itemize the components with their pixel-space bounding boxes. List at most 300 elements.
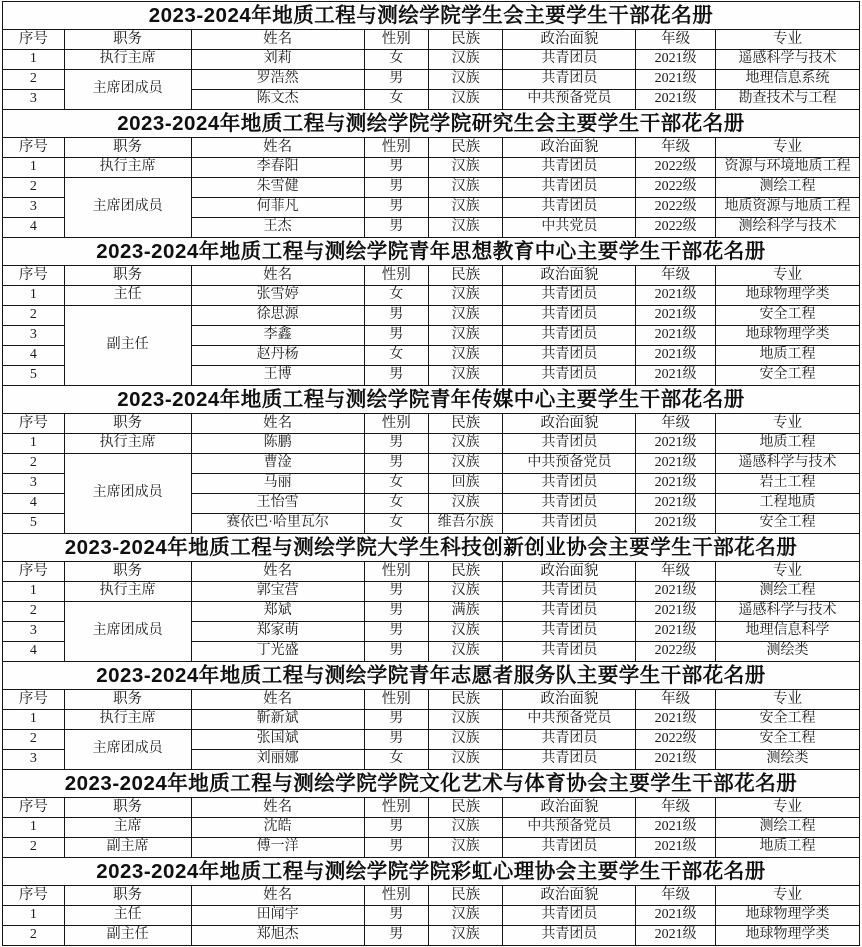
cell-major: 岩土工程: [715, 474, 859, 494]
column-header-no: 序号: [3, 562, 65, 582]
cell-no: 3: [3, 198, 65, 218]
cell-position: 主任: [64, 286, 191, 306]
column-header-grade: 年级: [636, 138, 716, 158]
cell-grade: 2021级: [636, 90, 716, 110]
cell-gender: 男: [364, 198, 428, 218]
cell-no: 1: [3, 906, 65, 926]
cell-grade: 2021级: [636, 818, 716, 838]
table-row: [3, 838, 860, 858]
column-header-position: 职务: [64, 266, 191, 286]
cell-name: 沈皓: [191, 818, 364, 838]
column-header-no: 序号: [3, 886, 65, 906]
cell-politics: 共青团员: [503, 602, 636, 622]
cell-name: 张国斌: [191, 730, 364, 750]
cell-grade: 2022级: [636, 178, 716, 198]
cell-major: 资源与环境地质工程: [715, 158, 859, 178]
cell-ethnicity: 汉族: [428, 454, 503, 474]
cell-position: 副主任: [64, 926, 191, 946]
table-title-row: [3, 662, 860, 690]
cell-ethnicity: 汉族: [428, 70, 503, 90]
cell-grade: 2021级: [636, 306, 716, 326]
cell-major: 遥感科学与技术: [715, 454, 859, 474]
cell-position: 主席团成员: [64, 602, 191, 662]
cell-ethnicity: 汉族: [428, 818, 503, 838]
cell-grade: 2021级: [636, 70, 716, 90]
cell-politics: 共青团员: [503, 286, 636, 306]
cell-name: 傅一洋: [191, 838, 364, 858]
cell-politics: 中共党员: [503, 218, 636, 238]
table-title-row: [3, 2, 860, 30]
cell-no: 1: [3, 710, 65, 730]
cell-politics: 共青团员: [503, 642, 636, 662]
cell-gender: 男: [364, 454, 428, 474]
column-header-gender: 性别: [364, 886, 428, 906]
cell-politics: 共青团员: [503, 70, 636, 90]
cell-major: 地理信息科学: [715, 622, 859, 642]
cell-grade: 2022级: [636, 158, 716, 178]
cell-name: 靳新斌: [191, 710, 364, 730]
column-header-major: 专业: [715, 30, 859, 50]
cell-no: 2: [3, 730, 65, 750]
cell-name: 陈文杰: [191, 90, 364, 110]
roster-table: [2, 109, 860, 238]
cell-grade: 2021级: [636, 622, 716, 642]
cell-politics: 中共预备党员: [503, 818, 636, 838]
column-header-position: 职务: [64, 690, 191, 710]
cell-grade: 2021级: [636, 906, 716, 926]
cell-position: 执行主席: [64, 582, 191, 602]
cell-ethnicity: 汉族: [428, 346, 503, 366]
cell-ethnicity: 汉族: [428, 906, 503, 926]
column-header-ethnicity: 民族: [428, 266, 503, 286]
cell-ethnicity: 汉族: [428, 642, 503, 662]
table-header-row: [3, 138, 860, 158]
cell-politics: 共青团员: [503, 158, 636, 178]
cell-name: 李鑫: [191, 326, 364, 346]
cell-gender: 男: [364, 838, 428, 858]
cell-major: 安全工程: [715, 710, 859, 730]
column-header-ethnicity: 民族: [428, 690, 503, 710]
column-header-grade: 年级: [636, 798, 716, 818]
column-header-grade: 年级: [636, 690, 716, 710]
cell-grade: 2022级: [636, 642, 716, 662]
column-header-name: 姓名: [191, 138, 364, 158]
cell-politics: 共青团员: [503, 198, 636, 218]
cell-major: 地质资源与地质工程: [715, 198, 859, 218]
cell-no: 1: [3, 434, 65, 454]
column-header-no: 序号: [3, 30, 65, 50]
cell-no: 3: [3, 326, 65, 346]
cell-politics: 共青团员: [503, 50, 636, 70]
cell-position: 副主席: [64, 838, 191, 858]
cell-grade: 2021级: [636, 926, 716, 946]
column-header-ethnicity: 民族: [428, 562, 503, 582]
cell-gender: 男: [364, 158, 428, 178]
table-row: [3, 286, 860, 306]
cell-name: 王博: [191, 366, 364, 386]
table-row: [3, 70, 860, 90]
cell-no: 1: [3, 818, 65, 838]
cell-no: 4: [3, 346, 65, 366]
table-row: [3, 710, 860, 730]
cell-major: 测绘工程: [715, 582, 859, 602]
cell-no: 3: [3, 750, 65, 770]
cell-grade: 2021级: [636, 494, 716, 514]
cell-politics: 中共预备党员: [503, 454, 636, 474]
cell-gender: 女: [364, 286, 428, 306]
cell-major: 测绘类: [715, 750, 859, 770]
cell-major: 遥感科学与技术: [715, 602, 859, 622]
cell-name: 张雪婷: [191, 286, 364, 306]
cell-politics: 共青团员: [503, 906, 636, 926]
column-header-grade: 年级: [636, 886, 716, 906]
cell-name: 郑斌: [191, 602, 364, 622]
cell-name: 曹淦: [191, 454, 364, 474]
column-header-grade: 年级: [636, 30, 716, 50]
column-header-major: 专业: [715, 562, 859, 582]
column-header-ethnicity: 民族: [428, 798, 503, 818]
cell-no: 4: [3, 218, 65, 238]
column-header-name: 姓名: [191, 414, 364, 434]
cell-position: 执行主席: [64, 710, 191, 730]
cell-name: 王怡雪: [191, 494, 364, 514]
cell-name: 陈鹏: [191, 434, 364, 454]
cell-major: 地球物理学类: [715, 906, 859, 926]
table-row: [3, 434, 860, 454]
column-header-grade: 年级: [636, 414, 716, 434]
table-title-row: [3, 386, 860, 414]
column-header-grade: 年级: [636, 266, 716, 286]
column-header-politics: 政治面貌: [503, 30, 636, 50]
cell-politics: 共青团员: [503, 494, 636, 514]
cell-no: 4: [3, 642, 65, 662]
column-header-politics: 政治面貌: [503, 414, 636, 434]
cell-ethnicity: 汉族: [428, 50, 503, 70]
column-header-gender: 性别: [364, 562, 428, 582]
cell-ethnicity: 维吾尔族: [428, 514, 503, 534]
cell-no: 1: [3, 582, 65, 602]
column-header-major: 专业: [715, 266, 859, 286]
cell-name: 马丽: [191, 474, 364, 494]
table-row: [3, 306, 860, 326]
cell-grade: 2021级: [636, 286, 716, 306]
cell-no: 2: [3, 454, 65, 474]
cell-ethnicity: 汉族: [428, 198, 503, 218]
cell-politics: 共青团员: [503, 326, 636, 346]
cell-name: 赛依巴·哈里瓦尔: [191, 514, 364, 534]
cell-name: 郑家萌: [191, 622, 364, 642]
cell-gender: 男: [364, 602, 428, 622]
cell-no: 2: [3, 178, 65, 198]
cell-politics: 共青团员: [503, 926, 636, 946]
column-header-position: 职务: [64, 138, 191, 158]
cell-major: 地理信息系统: [715, 70, 859, 90]
column-header-ethnicity: 民族: [428, 30, 503, 50]
cell-gender: 男: [364, 218, 428, 238]
cell-no: 4: [3, 494, 65, 514]
cell-major: 测绘科学与技术: [715, 218, 859, 238]
cell-major: 测绘工程: [715, 178, 859, 198]
cell-name: 何菲凡: [191, 198, 364, 218]
cell-ethnicity: 汉族: [428, 838, 503, 858]
column-header-gender: 性别: [364, 266, 428, 286]
column-header-name: 姓名: [191, 30, 364, 50]
cell-ethnicity: 汉族: [428, 158, 503, 178]
table-row: [3, 906, 860, 926]
cell-gender: 男: [364, 710, 428, 730]
column-header-politics: 政治面貌: [503, 886, 636, 906]
table-row: [3, 602, 860, 622]
column-header-politics: 政治面貌: [503, 690, 636, 710]
cell-grade: 2021级: [636, 838, 716, 858]
cell-name: 郭宝营: [191, 582, 364, 602]
cell-politics: 共青团员: [503, 838, 636, 858]
column-header-major: 专业: [715, 138, 859, 158]
column-header-position: 职务: [64, 562, 191, 582]
cell-major: 地球物理学类: [715, 326, 859, 346]
roster-table: [2, 385, 860, 534]
cell-grade: 2022级: [636, 198, 716, 218]
table-title: 2023-2024年地质工程与测绘学院学院研究生会主要学生干部花名册: [3, 110, 860, 138]
table-title-row: [3, 110, 860, 138]
cell-politics: 共青团员: [503, 582, 636, 602]
column-header-no: 序号: [3, 414, 65, 434]
cell-position: 主席: [64, 818, 191, 838]
cell-no: 2: [3, 602, 65, 622]
cell-name: 王杰: [191, 218, 364, 238]
column-header-name: 姓名: [191, 690, 364, 710]
table-title: 2023-2024年地质工程与测绘学院学生会主要学生干部花名册: [3, 2, 860, 30]
roster-table: [2, 661, 860, 770]
cell-grade: 2021级: [636, 602, 716, 622]
cell-grade: 2021级: [636, 50, 716, 70]
cell-grade: 2021级: [636, 326, 716, 346]
cell-politics: 共青团员: [503, 622, 636, 642]
column-header-politics: 政治面貌: [503, 798, 636, 818]
column-header-politics: 政治面貌: [503, 562, 636, 582]
cell-politics: 共青团员: [503, 346, 636, 366]
table-header-row: [3, 690, 860, 710]
tables-container: [2, 1, 860, 946]
cell-ethnicity: 汉族: [428, 730, 503, 750]
column-header-gender: 性别: [364, 414, 428, 434]
cell-name: 朱雪健: [191, 178, 364, 198]
column-header-ethnicity: 民族: [428, 886, 503, 906]
table-header-row: [3, 414, 860, 434]
cell-grade: 2021级: [636, 710, 716, 730]
cell-major: 遥感科学与技术: [715, 50, 859, 70]
column-header-name: 姓名: [191, 798, 364, 818]
cell-grade: 2022级: [636, 730, 716, 750]
cell-major: 测绘类: [715, 642, 859, 662]
column-header-no: 序号: [3, 690, 65, 710]
cell-gender: 男: [364, 582, 428, 602]
column-header-no: 序号: [3, 798, 65, 818]
cell-politics: 共青团员: [503, 178, 636, 198]
roster-table: [2, 857, 860, 946]
table-title-row: [3, 858, 860, 886]
cell-gender: 女: [364, 494, 428, 514]
cell-politics: 共青团员: [503, 434, 636, 454]
table-row: [3, 730, 860, 750]
cell-name: 李春阳: [191, 158, 364, 178]
cell-grade: 2021级: [636, 514, 716, 534]
cell-name: 刘莉: [191, 50, 364, 70]
cell-major: 地球物理学类: [715, 926, 859, 946]
cell-gender: 男: [364, 926, 428, 946]
cell-major: 地球物理学类: [715, 286, 859, 306]
cell-no: 2: [3, 926, 65, 946]
cell-major: 地质工程: [715, 346, 859, 366]
cell-grade: 2021级: [636, 434, 716, 454]
roster-table: [2, 237, 860, 386]
column-header-gender: 性别: [364, 798, 428, 818]
cell-ethnicity: 汉族: [428, 494, 503, 514]
cell-position: 副主任: [64, 306, 191, 386]
table-header-row: [3, 562, 860, 582]
column-header-politics: 政治面貌: [503, 138, 636, 158]
table-row: [3, 926, 860, 946]
cell-grade: 2021级: [636, 346, 716, 366]
cell-gender: 男: [364, 434, 428, 454]
cell-politics: 中共预备党员: [503, 710, 636, 730]
cell-major: 地质工程: [715, 434, 859, 454]
cell-no: 3: [3, 622, 65, 642]
column-header-name: 姓名: [191, 562, 364, 582]
cell-gender: 女: [364, 750, 428, 770]
cell-major: 勘查技术与工程: [715, 90, 859, 110]
cell-no: 2: [3, 70, 65, 90]
cell-politics: 共青团员: [503, 306, 636, 326]
cell-no: 1: [3, 286, 65, 306]
cell-no: 1: [3, 50, 65, 70]
column-header-major: 专业: [715, 886, 859, 906]
table-row: [3, 178, 860, 198]
cell-position: 主席团成员: [64, 730, 191, 770]
roster-table: [2, 533, 860, 662]
table-row: [3, 158, 860, 178]
cell-ethnicity: 汉族: [428, 286, 503, 306]
cell-grade: 2021级: [636, 582, 716, 602]
cell-ethnicity: 汉族: [428, 582, 503, 602]
table-title: 2023-2024年地质工程与测绘学院学院文化艺术与体育协会主要学生干部花名册: [3, 770, 860, 798]
column-header-name: 姓名: [191, 266, 364, 286]
cell-gender: 男: [364, 326, 428, 346]
cell-politics: 共青团员: [503, 514, 636, 534]
cell-name: 徐思源: [191, 306, 364, 326]
cell-name: 田闻宇: [191, 906, 364, 926]
cell-no: 3: [3, 90, 65, 110]
cell-ethnicity: 汉族: [428, 178, 503, 198]
cell-no: 1: [3, 158, 65, 178]
cell-name: 刘丽娜: [191, 750, 364, 770]
cell-major: 工程地质: [715, 494, 859, 514]
table-title: 2023-2024年地质工程与测绘学院青年志愿者服务队主要学生干部花名册: [3, 662, 860, 690]
table-title: 2023-2024年地质工程与测绘学院青年思想教育中心主要学生干部花名册: [3, 238, 860, 266]
table-title-row: [3, 770, 860, 798]
cell-position: 主席团成员: [64, 454, 191, 534]
cell-ethnicity: 满族: [428, 602, 503, 622]
roster-table: [2, 1, 860, 110]
cell-name: 赵丹杨: [191, 346, 364, 366]
column-header-ethnicity: 民族: [428, 138, 503, 158]
column-header-politics: 政治面貌: [503, 266, 636, 286]
cell-ethnicity: 汉族: [428, 926, 503, 946]
column-header-ethnicity: 民族: [428, 414, 503, 434]
cell-no: 5: [3, 514, 65, 534]
cell-no: 3: [3, 474, 65, 494]
cell-grade: 2021级: [636, 750, 716, 770]
cell-ethnicity: 汉族: [428, 306, 503, 326]
column-header-no: 序号: [3, 266, 65, 286]
cell-major: 测绘工程: [715, 818, 859, 838]
cell-grade: 2021级: [636, 366, 716, 386]
cell-gender: 男: [364, 730, 428, 750]
cell-ethnicity: 汉族: [428, 710, 503, 730]
column-header-position: 职务: [64, 30, 191, 50]
cell-gender: 男: [364, 906, 428, 926]
column-header-position: 职务: [64, 414, 191, 434]
table-title: 2023-2024年地质工程与测绘学院青年传媒中心主要学生干部花名册: [3, 386, 860, 414]
cell-major: 安全工程: [715, 306, 859, 326]
cell-position: 主席团成员: [64, 70, 191, 110]
column-header-gender: 性别: [364, 690, 428, 710]
cell-ethnicity: 汉族: [428, 90, 503, 110]
cell-ethnicity: 回族: [428, 474, 503, 494]
column-header-gender: 性别: [364, 138, 428, 158]
table-row: [3, 582, 860, 602]
cell-ethnicity: 汉族: [428, 750, 503, 770]
cell-ethnicity: 汉族: [428, 622, 503, 642]
cell-politics: 中共预备党员: [503, 90, 636, 110]
table-header-row: [3, 30, 860, 50]
column-header-major: 专业: [715, 414, 859, 434]
cell-position: 主席团成员: [64, 178, 191, 238]
cell-gender: 男: [364, 306, 428, 326]
cell-gender: 女: [364, 514, 428, 534]
cell-gender: 男: [364, 70, 428, 90]
cell-grade: 2021级: [636, 474, 716, 494]
cell-gender: 男: [364, 366, 428, 386]
cell-gender: 女: [364, 50, 428, 70]
table-title: 2023-2024年地质工程与测绘学院学院彩虹心理协会主要学生干部花名册: [3, 858, 860, 886]
column-header-grade: 年级: [636, 562, 716, 582]
cell-position: 主任: [64, 906, 191, 926]
cell-gender: 女: [364, 90, 428, 110]
cell-ethnicity: 汉族: [428, 326, 503, 346]
cell-ethnicity: 汉族: [428, 366, 503, 386]
cell-gender: 男: [364, 178, 428, 198]
cell-name: 郑旭杰: [191, 926, 364, 946]
roster-table: [2, 769, 860, 858]
cell-position: 执行主席: [64, 434, 191, 454]
table-row: [3, 818, 860, 838]
table-header-row: [3, 266, 860, 286]
cell-politics: 共青团员: [503, 730, 636, 750]
table-title: 2023-2024年地质工程与测绘学院大学生科技创新创业协会主要学生干部花名册: [3, 534, 860, 562]
cell-major: 安全工程: [715, 514, 859, 534]
cell-name: 丁光盛: [191, 642, 364, 662]
cell-major: 安全工程: [715, 366, 859, 386]
cell-gender: 女: [364, 346, 428, 366]
column-header-name: 姓名: [191, 886, 364, 906]
column-header-position: 职务: [64, 798, 191, 818]
cell-gender: 女: [364, 474, 428, 494]
cell-politics: 共青团员: [503, 474, 636, 494]
table-header-row: [3, 798, 860, 818]
cell-ethnicity: 汉族: [428, 434, 503, 454]
table-row: [3, 454, 860, 474]
